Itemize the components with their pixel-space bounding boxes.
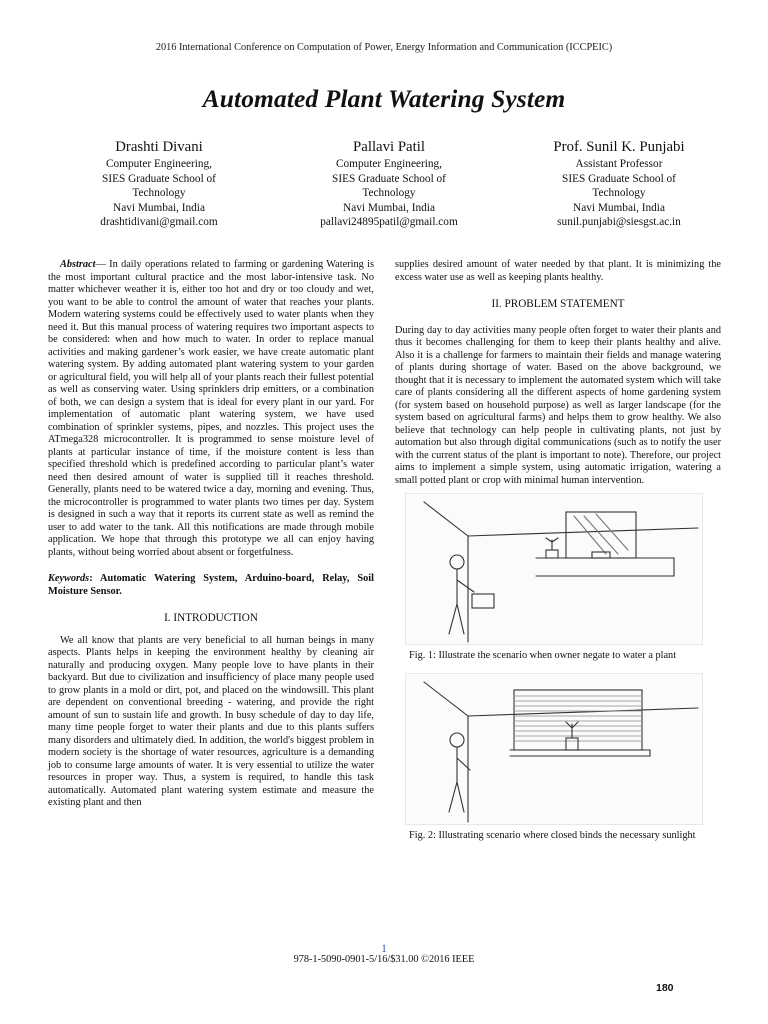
introduction-heading: I. INTRODUCTION xyxy=(164,612,258,624)
right-column xyxy=(395,259,721,842)
conference-header: 2016 International Conference on Computation of Power, Energy Information and Communication (ICCPEIC) xyxy=(155,42,613,53)
author-name: Prof. Sunil K. Punjabi xyxy=(553,139,685,155)
keywords xyxy=(48,573,374,598)
figure-2-sketch xyxy=(406,674,702,824)
author-school: Technology xyxy=(362,187,416,200)
left-column xyxy=(48,259,374,810)
author-3 xyxy=(504,139,734,230)
author-city: Navi Mumbai, India xyxy=(343,201,435,214)
author-dept: Computer Engineering, xyxy=(105,158,213,170)
footer-isbn: 978-1-5090-0901-5/16/$31.00 ©2016 IEEE xyxy=(293,954,475,965)
author-school: Technology xyxy=(132,187,186,200)
introduction-continued: supplies desired amount of water needed by that plant. It is minimizing the excess water use as well as keeping plants healthy. xyxy=(395,259,721,283)
page-number: 180 xyxy=(656,982,674,994)
keywords-label: Keywords xyxy=(48,573,90,584)
author-city: Navi Mumbai, India xyxy=(113,201,205,214)
author-dept: Assistant Professor xyxy=(575,158,663,170)
figure-1-sketch xyxy=(406,494,702,644)
abstract-text: — In daily operations related to farming or gardening Watering is the most important cultural practice and the most labor-intensive task. No matter whichever weather it is, either too hot and dry or too cloudy and wet, you want to be able to control the amount of water that reaches your plants. Modern watering systems could be effectively used to water plants when they need it. But this manual process of watering requires two important aspects to be considered: when and how much to water. In order to replace manual activities and making gardener’s work easier, we have create automatic plant watering system. By adding automated plant watering system to your garden or agricultural field, you will help all of your plants reach their fullest potential as well as conserving water. Using sprinklers drip emitters, or a combination of both, we can design a system that is ideal for every plant in our yard. For implementation of automatic plant watering system, we have used combination of sprinkler systems, pipes, and nozzles. This project uses the ATmega328 microcontroller. It is programmed to sense moisture level of plants at particular instance of time, if the moisture content is less than specified threshold which is predefined according to particular plant’s water need then desired amount of water is supplied till it reaches threshold. Generally, plants need to be watered twice a day, morning and evening. Thus, the microcontroller is programmed to water plants two times per day. System is designed in such a way that it reports its current state as well as remind the user to add water to the tank. All this notifications are made through mobile application. We hope that through this prototype we all can enjoy having plants, without being worried about absent or forgetfulness. xyxy=(48,259,374,558)
author-school: SIES Graduate School of xyxy=(102,172,216,185)
figure-2 xyxy=(405,673,703,825)
figure-1-caption: Fig. 1: Illustrate the scenario when owner negate to water a plant xyxy=(409,650,677,661)
author-city: Navi Mumbai, India xyxy=(573,201,665,214)
author-school: Technology xyxy=(592,187,646,200)
author-school: SIES Graduate School of xyxy=(332,172,446,185)
paper-title: Automated Plant Watering System xyxy=(202,84,566,113)
author-name: Drashti Divani xyxy=(115,139,203,155)
author-email: drashtidivani@gmail.com xyxy=(100,216,218,229)
problem-text: During day to day activities many people often forget to water their plants and thus it becomes challenging for them to keep their plants healthy and alive. Also it is a challenge for farmers to maintain their fields and manage watering of plants during shortage of water. Based on the above background, we thought that it is necessary to implement the automated system which will take care of plants considering all the different aspects of home gardening system (for system based on household purpose) as well as larger landscape (for the system based on agricultural farms) and helps them to grow healthy. We also believe that technology can help people in cultivating plants, not just by automation but also through digital communications (such as to notify the user with the current status of the plant is important to note). Therefore, our project aims to implement a simple system, using automatic irrigation, watering a small potted plant or crop with minimal human intervention. xyxy=(395,324,721,486)
abstract-label: Abstract xyxy=(60,259,96,270)
author-email: pallavi24895patil@gmail.com xyxy=(320,216,458,229)
author-dept: Computer Engineering, xyxy=(335,158,443,170)
problem-heading: II. PROBLEM STATEMENT xyxy=(491,298,625,310)
author-name: Pallavi Patil xyxy=(353,139,425,155)
introduction-text: We all know that plants are very beneficial to all human beings in many aspects. Plants helps in keeping the environment healthy by cleaning air naturally and producing oxygen. Many people love to have plants in their backyard. But due to civilization and insufficiency of place many people used to grow plants in a mold or dirt, pot, and placed on the windowsill. This plant are dependent on conventional breeding - watering, and provide the right amount of sun to sustain life and growth. In busy schedule of day to day life, many time people forget to water their plants and due to this plants suffers many disorders and ultimately died. In addition, the world's biggest problem in modern society is the shortage of water resources, agriculture is a demanding job to consume large amounts of water. It is very essential to utilize the water resources in proper way. Thus, a system is required, to handle this task automatically. Automated plant watering system estimate and measure the existing plant and then xyxy=(48,634,374,808)
author-email: sunil.punjabi@siesgst.ac.in xyxy=(557,216,681,229)
author-school: SIES Graduate School of xyxy=(562,172,676,185)
figure-2-caption: Fig. 2: Illustrating scenario where closed binds the necessary sunlight xyxy=(409,829,696,841)
footer-column-number: 1 xyxy=(381,941,387,955)
keywords-text: : Automatic Watering System, Arduino-board, Relay, Soil Moisture Sensor. xyxy=(48,573,374,597)
abstract xyxy=(48,259,374,559)
figure-1 xyxy=(405,493,703,645)
author-1 xyxy=(44,139,274,230)
author-block xyxy=(44,139,734,230)
author-2 xyxy=(274,139,504,230)
